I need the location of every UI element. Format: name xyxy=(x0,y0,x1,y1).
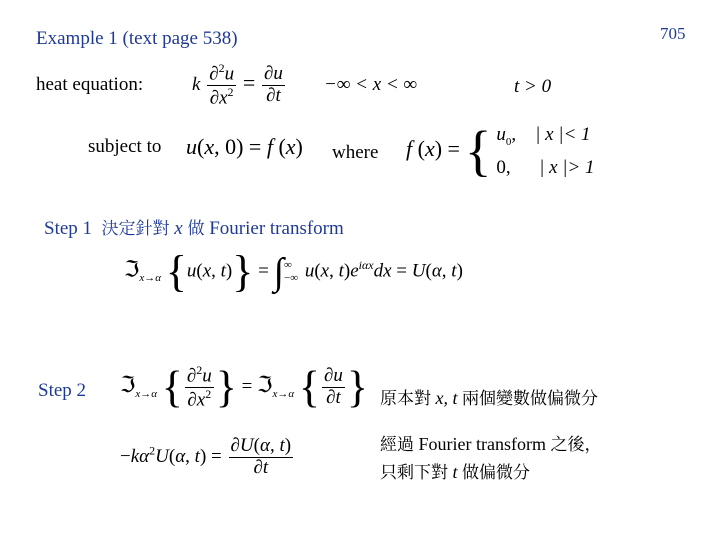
heat-equation-formula: k $\frac{\partial^2u}{\partial x^2}$ = $\frac{\partial u}{\partial t}$ xyxy=(192,61,283,109)
note2-cjk-2: 之後， xyxy=(550,435,602,455)
note-line-1 xyxy=(380,384,598,409)
note1-vars: x, t xyxy=(435,388,458,408)
initial-condition: u(x, 0) = f (x) xyxy=(186,134,303,159)
step1-label: Step 1 xyxy=(44,218,93,239)
reduced-ode: $-k\alpha^2U(\alpha$, t) = $\frac{\partial U(\alpha, t)}{\partial t}$ xyxy=(120,435,292,478)
note1-cjk-1: 原本對 xyxy=(380,389,431,409)
subject-to-label: subject to xyxy=(88,136,162,157)
case2-condition: | x |> 1 xyxy=(539,156,595,178)
step1-cjk-2: 做 xyxy=(187,219,205,239)
note3-cjk-2: 做偏微分 xyxy=(462,463,531,483)
fourier-transform-definition: ℑ$_{x\to\alpha}$ {u(x, t)} = ∫ ∞ −∞ u(x, $t)e^{i\alpha x}dx = U(\alpha$, t) xyxy=(124,247,463,296)
heat-equation-label: heat equation: xyxy=(36,74,144,95)
case2-value: 0, xyxy=(496,156,511,178)
note1-cjk-2: 兩個變數做偏微分 xyxy=(462,389,598,409)
step1-var: x xyxy=(174,218,183,239)
note-line-2 xyxy=(380,430,601,455)
case1-value: u xyxy=(496,124,506,145)
piecewise-function: f (x) = { $u_0$, | x |< 1 0, | x |> 1 xyxy=(406,120,595,183)
transformed-equation: ℑ$_{x\to\alpha}$ { $\frac{\partial^2u}{\partial x^2}$ } = ℑ$_{x\to\alpha}$ { $\frac{\partial u}{\partial t}$ } xyxy=(120,362,368,412)
step2-label: Step 2 xyxy=(38,380,87,401)
domain-condition: −∞ < x < ∞ xyxy=(324,74,417,95)
case1-sub: 0 xyxy=(505,135,512,148)
page-number: 705 xyxy=(660,24,686,43)
note3-var: t xyxy=(452,462,458,482)
step1-cjk-1: 決定針對 xyxy=(101,219,170,239)
time-condition: t > 0 xyxy=(514,76,552,97)
note-line-3 xyxy=(380,458,530,483)
case1-condition: | x |< 1 xyxy=(535,124,591,145)
where-label: where xyxy=(332,142,379,163)
note2-cjk-1: 經過 xyxy=(380,435,414,455)
step1-heading xyxy=(44,214,344,240)
slide-title: Example 1 (text page 538) xyxy=(36,28,238,49)
note2-en: Fourier transform xyxy=(418,434,546,454)
note3-cjk-1: 只剩下對 xyxy=(380,463,448,483)
step1-en: Fourier transform xyxy=(209,218,344,239)
